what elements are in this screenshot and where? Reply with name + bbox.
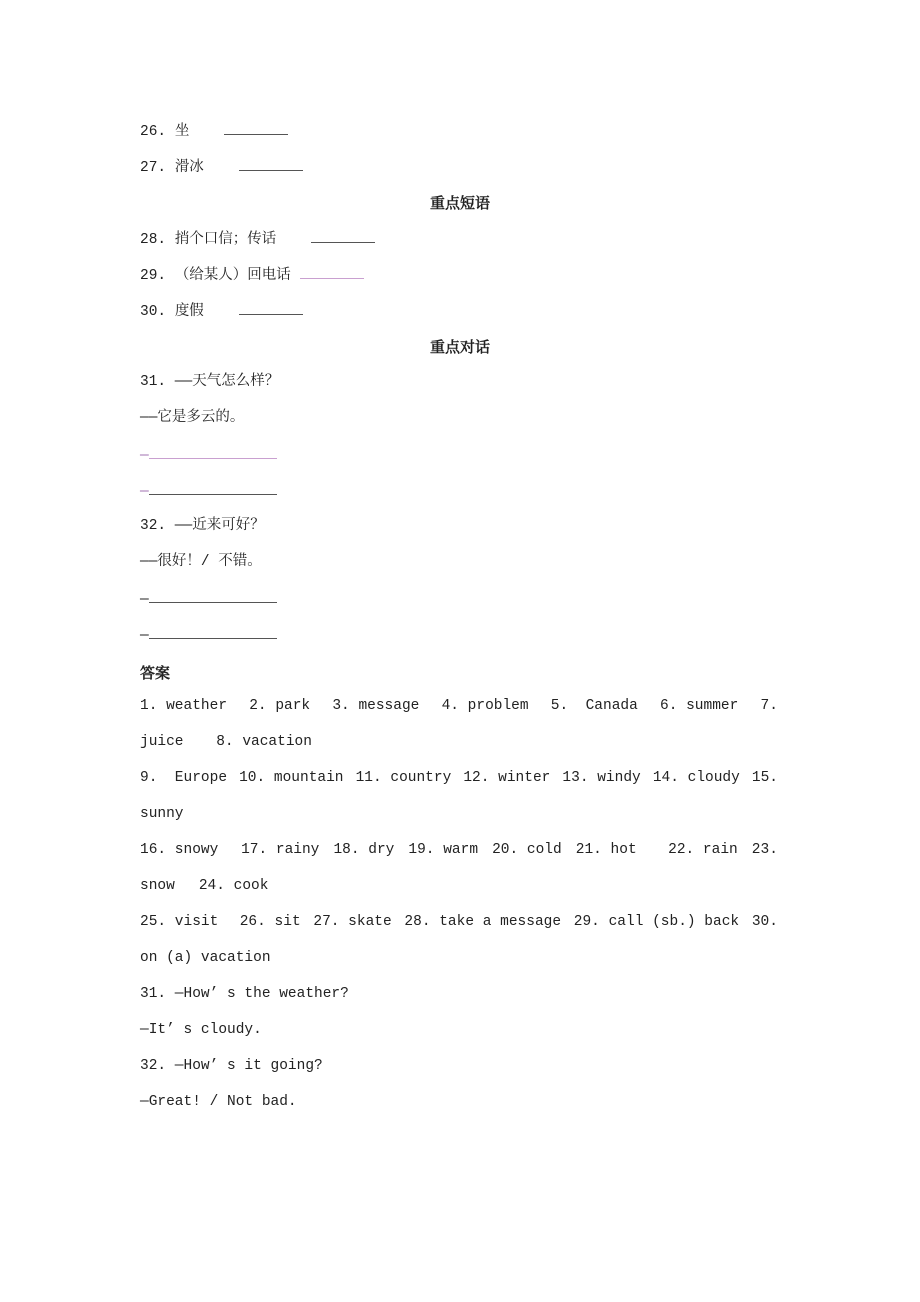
answer-token: 8. vacation	[216, 734, 312, 750]
answer-token: 17. rainy	[241, 842, 320, 858]
item-text: 滑冰	[174, 160, 204, 176]
answer-line	[140, 842, 778, 858]
section-heading-dialogue: 重点对话	[429, 338, 490, 356]
answer-token: 10. mountain	[239, 770, 344, 786]
dialogue-31-answer: ——它是多云的。	[140, 410, 245, 426]
answer-token: 20. cold	[492, 842, 562, 858]
answer-token: on (a) vacation	[140, 950, 271, 966]
answer-token: 14. cloudy	[652, 770, 740, 786]
answer-token: 6. summer	[660, 698, 739, 714]
answer-blank[interactable]	[149, 624, 277, 639]
item-text: 度假	[174, 304, 204, 320]
item-text: 坐	[174, 124, 190, 140]
item-number: 30.	[140, 304, 167, 320]
answer-token: 26. sit	[239, 914, 301, 930]
answer-token: 13. windy	[562, 770, 641, 786]
answer-blank[interactable]	[149, 480, 277, 495]
answer-token: 19. warm	[408, 842, 479, 858]
answer-token: juice	[140, 734, 193, 750]
vocab-item-27	[140, 156, 303, 176]
dialogue-32-blank-2	[140, 624, 277, 644]
dialogue-32-question: 32. ——近来可好？	[140, 518, 265, 534]
answers-title: 答案	[140, 664, 171, 682]
answer-token: snow	[140, 878, 175, 894]
answer-line	[140, 734, 336, 750]
vocab-item-26	[140, 120, 288, 140]
answer-token: 2. park	[249, 698, 311, 714]
answer-token: 15.	[751, 770, 778, 786]
answer-token: 24. cook	[198, 878, 269, 894]
answer-line	[140, 878, 292, 894]
item-text: （给某人）回电话	[174, 268, 291, 284]
answer-blank[interactable]	[239, 300, 303, 315]
answer-token: 9. Europe	[140, 770, 228, 786]
item-number: 26.	[140, 124, 167, 140]
answer-token: 4. problem	[441, 698, 529, 714]
dialogue-32-answer: ——很好！/ 不错。	[140, 554, 262, 570]
answer-line	[140, 806, 208, 822]
answer-line	[140, 698, 778, 714]
answer-token: 29. call (sb.) back	[573, 914, 740, 930]
answer-token: 21. hot	[575, 842, 655, 858]
answer-token: 25. visit	[140, 914, 228, 930]
answer-token: —Great! / Not bad.	[140, 1094, 297, 1110]
answer-line	[140, 1094, 321, 1110]
answer-blank[interactable]	[300, 264, 364, 279]
answer-line	[140, 1058, 347, 1074]
answer-line	[140, 950, 295, 966]
answer-token: 3. message	[332, 698, 420, 714]
item-number: 29.	[140, 268, 167, 284]
answer-token: 16. snowy	[140, 842, 228, 858]
dash: —	[140, 628, 149, 644]
answer-token: 31. —How’ s the weather?	[140, 986, 349, 1002]
answer-blank[interactable]	[311, 228, 375, 243]
item-number: 27.	[140, 160, 167, 176]
answer-line	[140, 986, 373, 1002]
item-number: 28.	[140, 232, 167, 248]
answer-line	[140, 1022, 286, 1038]
answer-token: 27. skate	[313, 914, 392, 930]
answer-token: 7.	[760, 698, 778, 714]
answer-token: 22. rain	[668, 842, 738, 858]
phrase-item-28	[140, 228, 375, 248]
dialogue-31-blank-2	[140, 480, 277, 500]
dash: —	[140, 448, 149, 464]
answer-token: 18. dry	[333, 842, 395, 858]
dash: —	[140, 592, 149, 608]
answer-blank[interactable]	[149, 588, 277, 603]
answer-token: 23.	[751, 842, 778, 858]
answer-blank[interactable]	[239, 156, 303, 171]
answer-blank[interactable]	[224, 120, 288, 135]
dialogue-32-blank-1	[140, 588, 277, 608]
section-heading-phrases: 重点短语	[429, 194, 490, 212]
answer-line	[140, 914, 778, 930]
dash: —	[140, 484, 149, 500]
answer-token: 1. weather	[140, 698, 228, 714]
answer-blank[interactable]	[149, 444, 277, 459]
answer-token: sunny	[140, 806, 184, 822]
answer-token: 28. take a message	[404, 914, 562, 930]
answer-token: 32. —How’ s it going?	[140, 1058, 323, 1074]
dialogue-31-blank-1	[140, 444, 277, 464]
item-text: 捎个口信；传话	[174, 232, 277, 248]
answer-token: 30.	[751, 914, 778, 930]
answer-token: —It’ s cloudy.	[140, 1022, 262, 1038]
dialogue-31-question: 31. ——天气怎么样？	[140, 374, 280, 390]
answer-token: 5. Canada	[550, 698, 638, 714]
answer-token: 12. winter	[463, 770, 551, 786]
answer-token: 11. country	[355, 770, 452, 786]
phrase-item-30	[140, 300, 303, 320]
answer-line	[140, 770, 778, 786]
phrase-item-29	[140, 264, 364, 284]
